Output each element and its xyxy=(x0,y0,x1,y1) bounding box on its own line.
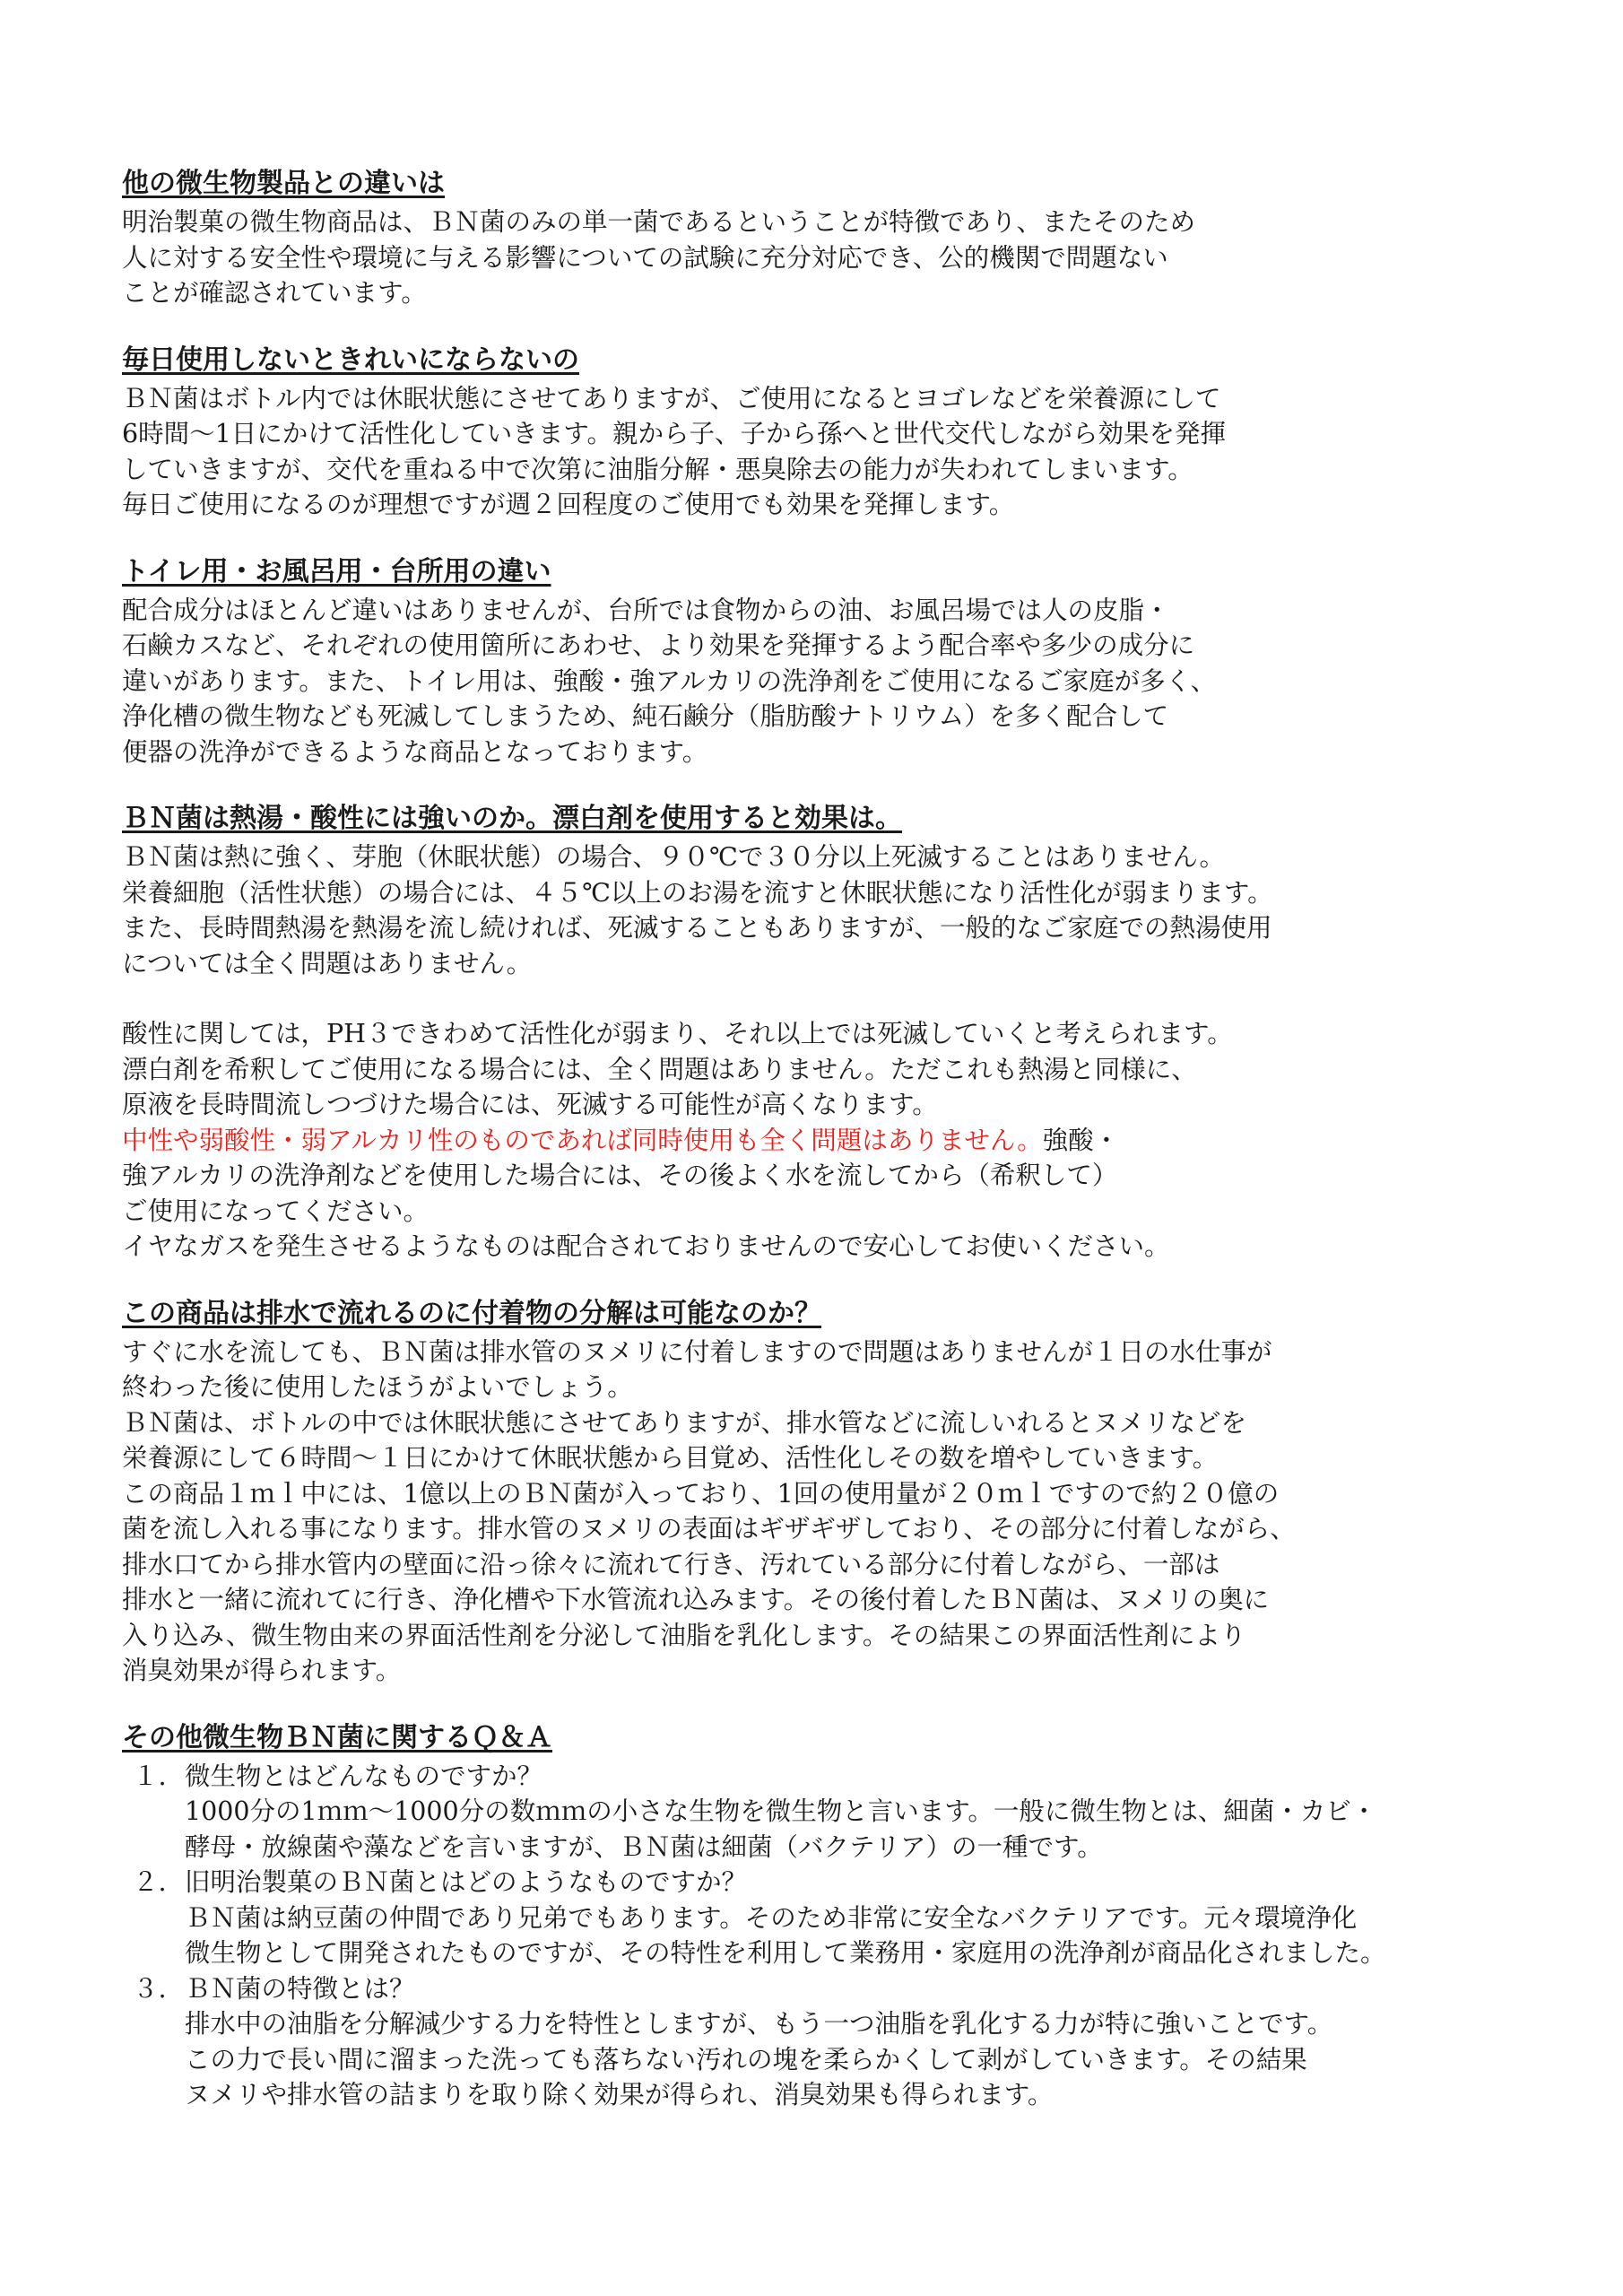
qa-item xyxy=(122,1865,1575,1971)
body-line: 違いがあります。また、トイレ用は、強酸・強アルカリの洗浄剤をご使用になるご家庭が多く、 xyxy=(122,665,1217,696)
body-line: 浄化槽の微生物なども死滅してしまうため、純石鹸分（脂肪酸ナトリウム）を多く配合して xyxy=(122,701,1169,731)
qa-answer-line: 1000分の1ｍｍ～1000分の数ｍｍの小さな生物を微生物と言います。一般に微生物とは、細菌・カビ・ xyxy=(185,1796,1377,1826)
body-line: 酸性に関しては，PH３できわめて活性化が弱まり、それ以上では死滅していくと考えられます。 xyxy=(122,1019,1233,1048)
qa-answer-line: この力で長い間に溜まった洗っても落ちない汚れの塊を柔らかくして剥がしていきます。その結果 xyxy=(185,2044,1307,2074)
body-line: イヤなガスを発生させるようなものは配合されておりませんので安心してお使いください。 xyxy=(122,1231,1170,1261)
section-body xyxy=(122,839,1575,981)
body-line: していきますが、交代を重ねる中で次第に油脂分解・悪臭除去の能力が失われてしまいます。 xyxy=(122,454,1193,484)
section-heading: ＢＮ菌は熱湯・酸性には強いのか。漂白剤を使用すると効果は。 xyxy=(122,803,902,834)
qa-question-text: ＢＮ菌の特徴とは？ xyxy=(185,1973,415,2004)
qa-number: １. xyxy=(133,1761,167,1791)
highlight-text: 中性や弱酸性・弱アルカリ性のものであれば同時使用も全く問題はありません。 xyxy=(122,1125,1043,1155)
section-body xyxy=(122,593,1575,770)
qa-item xyxy=(122,1759,1575,1866)
qa-question xyxy=(122,1759,1575,1795)
section-heading: 毎日使用しないときれいにならないの xyxy=(122,344,579,376)
section-body-acid xyxy=(122,1016,1575,1265)
body-line: 入り込み、微生物由来の界面活性剤を分泌して油脂を乳化します。その結果この界面活性剤により xyxy=(122,1620,1246,1650)
section-qa xyxy=(122,1721,1575,2113)
document-page xyxy=(122,167,1575,2113)
body-line: 毎日ご使用になるのが理想ですが週２回程度のご使用でも効果を発揮します。 xyxy=(122,490,1015,519)
section-drainage xyxy=(122,1297,1575,1689)
body-line-highlight xyxy=(122,1123,1575,1159)
section-heading: 他の微生物製品との違いは xyxy=(122,168,445,199)
body-line: 排水と一緒に流れてに行き、浄化槽や下水管流れ込みます。その後付着したＢＮ菌は、ヌメリの奥に xyxy=(122,1585,1270,1614)
body-line: ＢＮ菌はボトル内では休眠状態にさせてありますが、ご使用になるとヨゴレなどを栄養源にして xyxy=(122,383,1221,413)
body-line: すぐに水を流しても、ＢＮ菌は排水管のヌメリに付着しますので問題はありませんが１日の水仕事が xyxy=(122,1336,1272,1367)
body-line: 便器の洗浄ができるような商品となっております。 xyxy=(122,736,708,767)
body-line: ことが確認されています。 xyxy=(122,278,427,308)
qa-answer-line: 微生物として開発されたものですが、その特性を利用して業務用・家庭用の洗浄剤が商品化されました。 xyxy=(185,1938,1386,1968)
body-line: 6時間～1日にかけて活性化していきます。親から子、子から孫へと世代交代しながら効果を発揮 xyxy=(122,419,1226,448)
qa-answer-line: 排水中の油脂を分解減少する力を特性としますが、もう一つ油脂を乳化する力が特に強いことです。 xyxy=(185,2009,1333,2039)
section-usage-types xyxy=(122,555,1575,770)
body-line: 明治製菓の微生物商品は、ＢＮ菌のみの単一菌であるということが特徴であり、またそのため xyxy=(122,207,1196,237)
qa-answer-line: ＢＮ菌は納豆菌の仲間であり兄弟でもあります。そのため非常に安全なバクテリアです。元々環境浄化 xyxy=(185,1902,1358,1933)
body-line: 強アルカリの洗浄剤などを使用した場合には、その後よく水を流してから（希釈して） xyxy=(122,1161,1118,1190)
body-line: 原液を長時間流しつづけた場合には、死滅する可能性が高くなります。 xyxy=(122,1090,938,1119)
section-body xyxy=(122,381,1575,523)
body-line: 消臭効果が得られます。 xyxy=(122,1656,402,1685)
body-line: ＢＮ菌は、ボトルの中では休眠状態にさせてありますが、排水管などに流しいれるとヌメリなどを xyxy=(122,1407,1247,1438)
highlight-tail: 強酸・ xyxy=(1042,1125,1120,1155)
qa-answer-line: ヌメリや排水管の詰まりを取り除く効果が得られ、消臭効果も得られます。 xyxy=(185,2080,1054,2109)
section-heading: トイレ用・お風呂用・台所用の違い xyxy=(122,555,551,587)
section-heading: この商品は排水で流れるのに付着物の分解は可能なのか？ xyxy=(122,1297,821,1329)
qa-question xyxy=(122,1865,1575,1900)
body-line: 配合成分はほとんど違いはありませんが、台所では食物からの油、お風呂場では人の皮脂・ xyxy=(122,595,1170,625)
body-line: 栄養源にして６時間～１日にかけて休眠状態から目覚め、活性化しその数を増やしていきます。 xyxy=(122,1443,1219,1473)
section-daily-use xyxy=(122,344,1575,523)
body-line: ＢＮ菌は熱に強く、芽胞（休眠状態）の場合、９０℃で３０分以上死滅することはありません。 xyxy=(122,842,1226,872)
section-body xyxy=(122,204,1575,311)
qa-number: ３. xyxy=(133,1973,167,2004)
section-body xyxy=(122,1335,1575,1689)
body-line: 漂白剤を希釈してご使用になる場合には、全く問題はありません。ただこれも熱湯と同様に、 xyxy=(122,1054,1197,1084)
body-line: ご使用になってください。 xyxy=(122,1196,430,1226)
body-line: 石鹸カスなど、それぞれの使用箇所にあわせ、より効果を発揮するよう配合率や多少の成分に xyxy=(122,631,1195,660)
section-heat-acid xyxy=(122,802,1575,1265)
qa-item xyxy=(122,1971,1575,2113)
qa-question-text: 旧明治製菓のＢＮ菌とはどのようなものですか？ xyxy=(185,1867,748,1897)
qa-question xyxy=(122,1971,1575,2007)
body-line: については全く問題はありません。 xyxy=(122,948,533,978)
qa-question-text: 微生物とはどんなものですか？ xyxy=(185,1761,543,1791)
body-line: 終わった後に使用したほうがよいでしょう。 xyxy=(122,1372,633,1402)
qa-answer-line: 酵母・放線菌や藻などを言いますが、ＢＮ菌は細菌（バクテリア）の一種です。 xyxy=(185,1831,1103,1862)
qa-number: ２. xyxy=(133,1867,167,1897)
body-line: この商品１ｍｌ中には、1億以上のＢＮ菌が入っており、1回の使用量が２０ｍｌですので約２０億の xyxy=(122,1478,1280,1509)
body-line: 栄養細胞（活性状態）の場合には、４５℃以上のお湯を流すと休眠状態になり活性化が弱まります。 xyxy=(122,877,1273,908)
body-line: 菌を流し入れる事になります。排水管のヌメリの表面はギザギザしており、その部分に付着しながら、 xyxy=(122,1514,1296,1544)
body-line: 人に対する安全性や環境に与える影響についての試験に充分対応でき、公的機関で問題ない xyxy=(122,242,1168,273)
section-difference xyxy=(122,167,1575,311)
qa-heading: その他微生物ＢＮ菌に関するＱ＆Ａ xyxy=(122,1721,552,1753)
body-line: 排水口てから排水管内の壁面に沿っ徐々に流れて行き、汚れている部分に付着しながら、一部は xyxy=(122,1549,1220,1579)
body-line: また、長時間熱湯を熱湯を流し続ければ、死滅することもありますが、一般的なご家庭での熱湯使用 xyxy=(122,913,1272,943)
